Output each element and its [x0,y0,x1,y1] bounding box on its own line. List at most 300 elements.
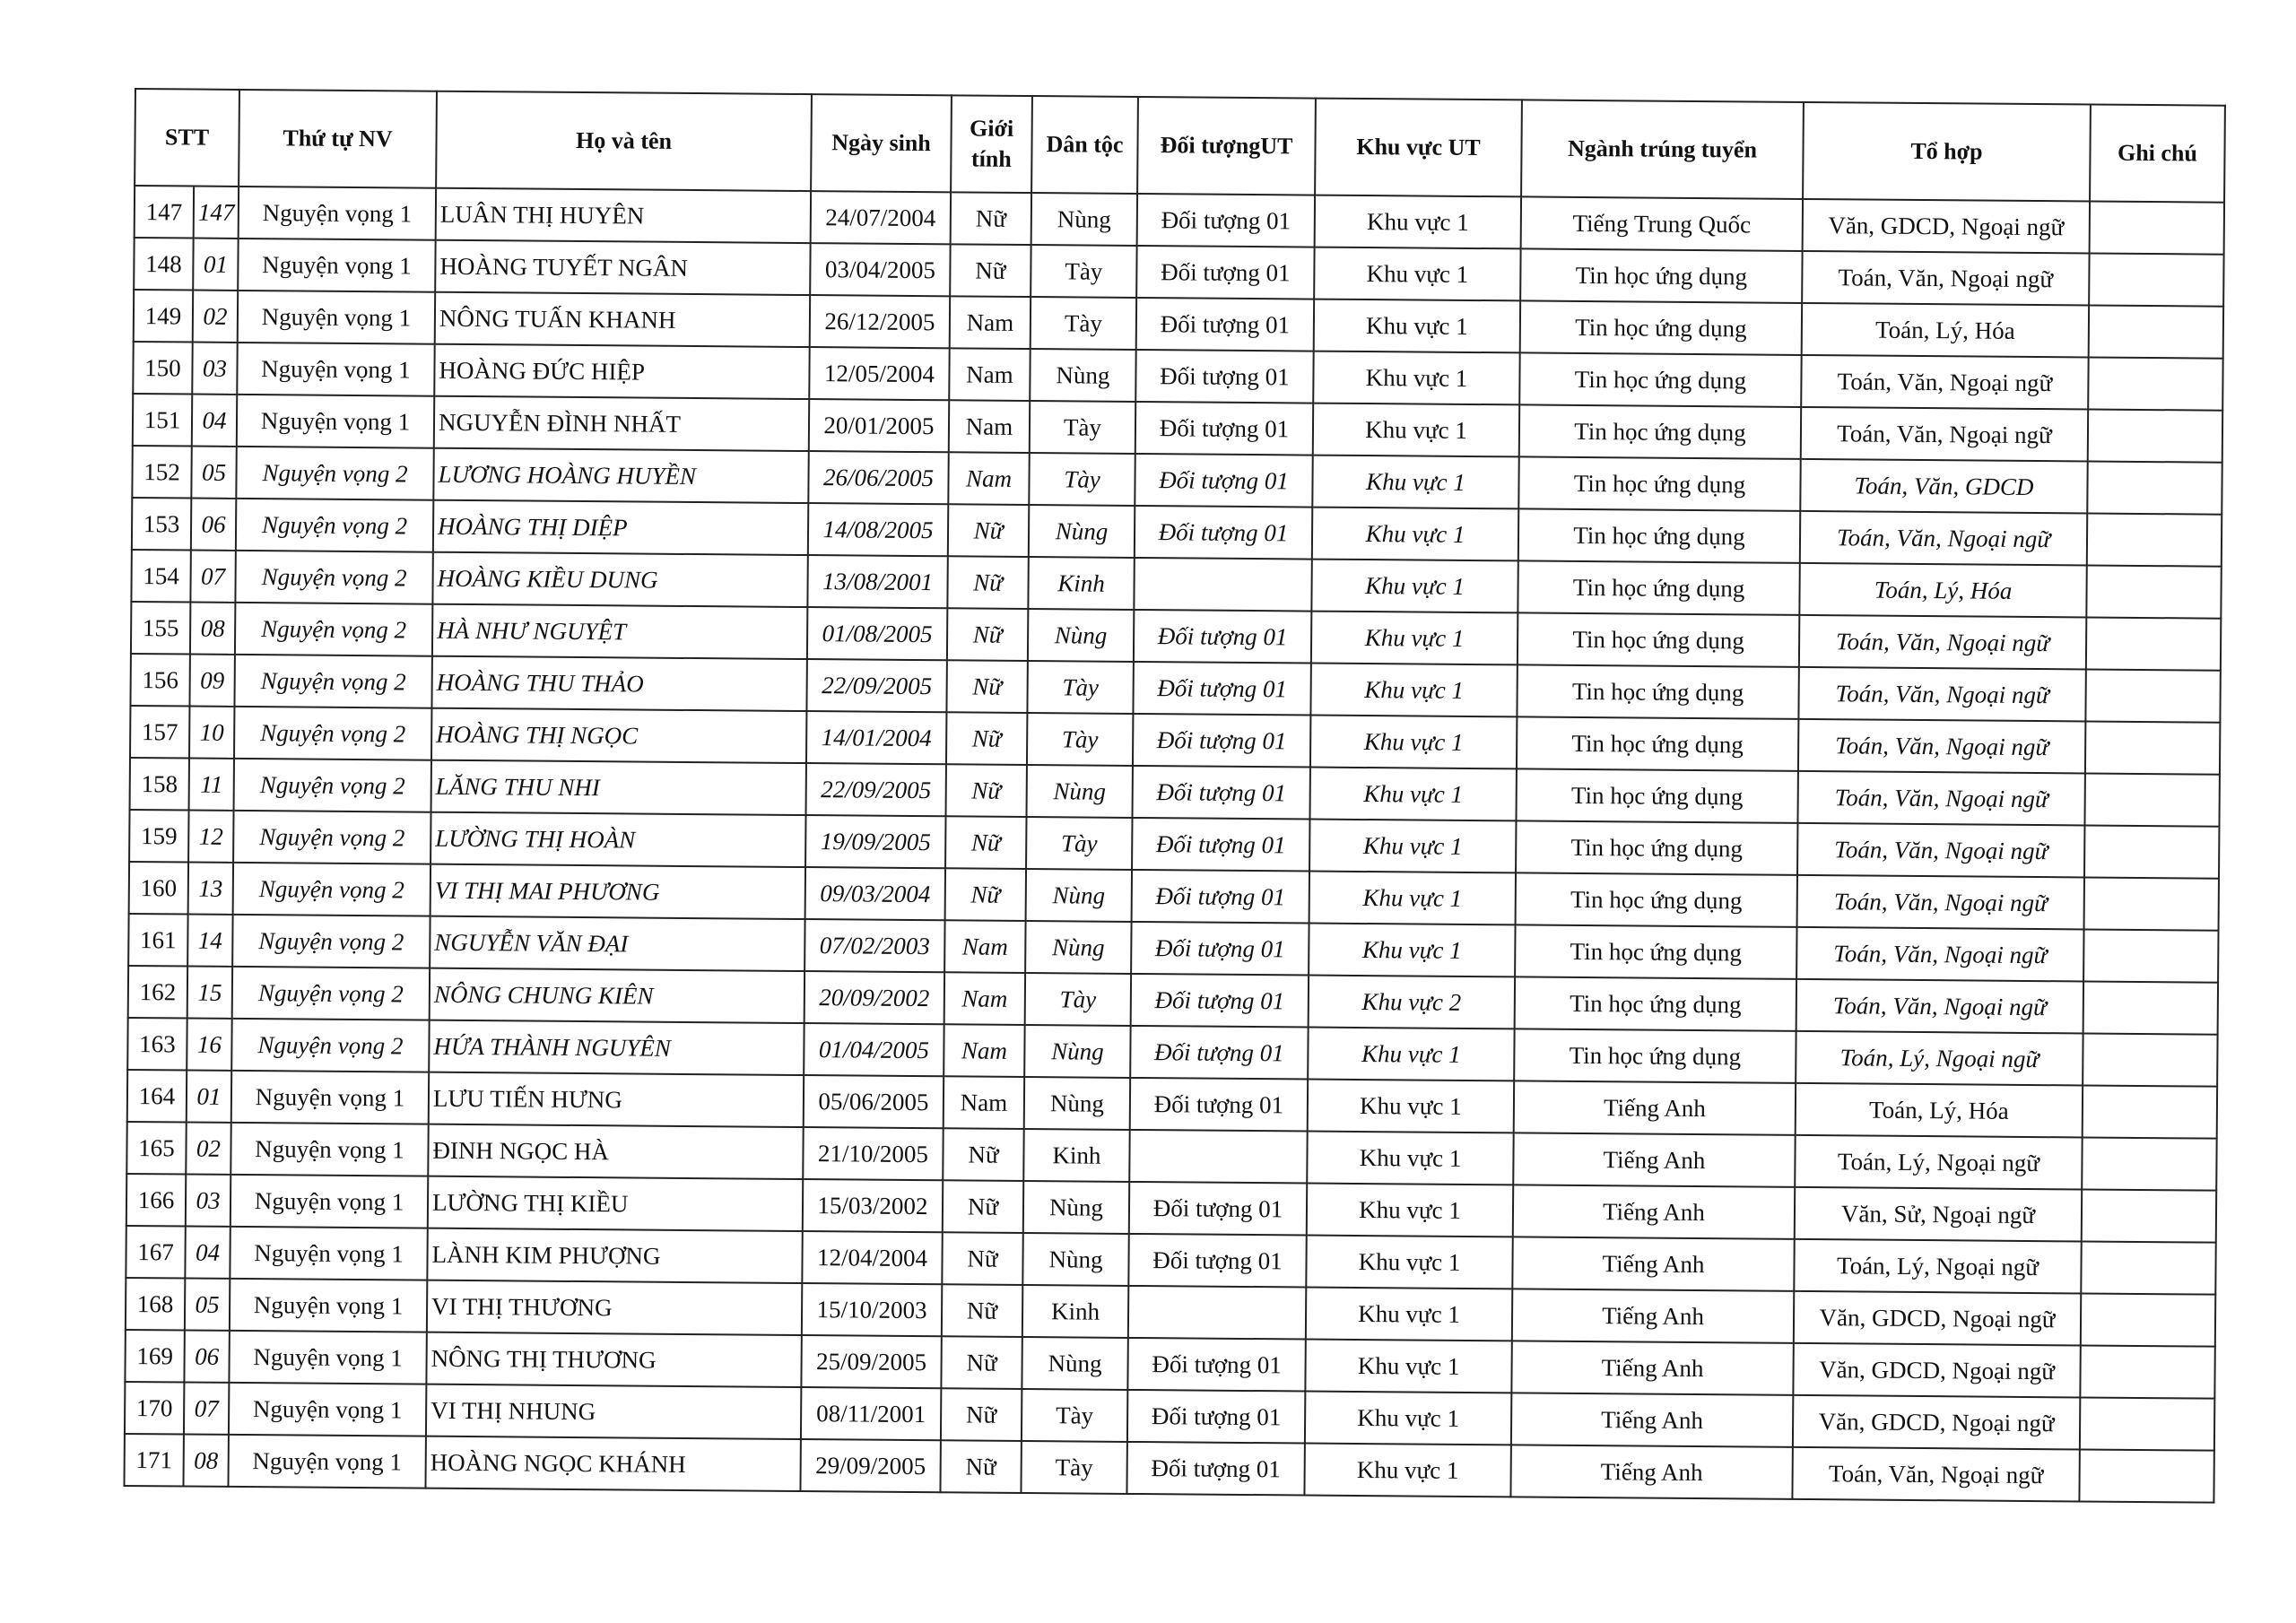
cell-ngay-sinh: 01/04/2005 [804,1023,944,1076]
cell-khu-vuc: Khu vực 1 [1312,508,1518,561]
cell-stt: 158 [130,758,189,811]
cell-dan-toc: Nùng [1029,505,1135,558]
cell-thu-tu-nv: Nguyện vọng 2 [235,603,432,656]
cell-doi-tuong [1128,1286,1306,1340]
cell-stt: 157 [130,706,189,759]
cell-to-hop: Toán, Văn, Ngoại ngữ [1799,615,2086,670]
cell-doi-tuong: Đối tượng 01 [1132,818,1309,872]
cell-dan-toc: Nùng [1028,609,1134,662]
cell-ngay-sinh: 12/04/2004 [802,1231,942,1284]
cell-ho-va-ten: HOÀNG ĐỨC HIỆP [434,344,809,399]
admission-table [123,88,2225,1504]
cell-thu-tu-nv: Nguyện vọng 2 [233,863,430,916]
cell-ho-va-ten: LUÂN THỊ HUYÊN [436,188,811,243]
cell-ngay-sinh: 15/03/2002 [803,1179,943,1232]
table-body [124,186,2224,1503]
cell-thu-tu-nv: Nguyện vọng 1 [228,1435,425,1488]
cell-nganh: Tiếng Anh [1512,1237,1794,1291]
cell-ngay-sinh: 22/09/2005 [806,763,946,816]
cell-doi-tuong: Đối tượng 01 [1135,402,1313,456]
cell-to-hop: Toán, Văn, Ngoại ngữ [1797,875,2084,930]
cell-ho-va-ten: VI THỊ NHUNG [426,1384,801,1439]
cell-ghi-chu [2083,1085,2217,1138]
cell-ghi-chu [2082,1189,2216,1242]
cell-khu-vuc: Khu vực 1 [1314,247,1520,301]
cell-dan-toc: Nùng [1024,1025,1130,1078]
cell-gioi-tinh: Nữ [946,764,1027,817]
cell-doi-tuong: Đối tượng 01 [1127,1338,1305,1392]
cell-to-hop: Toán, Lý, Hóa [1796,1083,2083,1138]
cell-ho-va-ten: VI THỊ THƯƠNG [427,1280,802,1335]
cell-khu-vuc: Khu vực 1 [1308,1080,1514,1133]
cell-sub-number: 09 [189,655,234,707]
cell-stt: 151 [133,394,192,447]
cell-doi-tuong: Đối tượng 01 [1130,1078,1308,1132]
cell-doi-tuong: Đối tượng 01 [1131,922,1309,976]
cell-ho-va-ten: HOÀNG KIỀU DUNG [432,552,807,607]
cell-to-hop: Văn, GDCD, Ngoại ngữ [1794,1291,2081,1346]
cell-ho-va-ten: HOÀNG THU THẢO [431,656,806,711]
cell-stt: 148 [134,238,193,291]
cell-ghi-chu [2081,1293,2215,1346]
cell-khu-vuc: Khu vực 1 [1309,768,1516,821]
cell-khu-vuc: Khu vực 1 [1308,1028,1514,1081]
cell-stt: 149 [134,290,193,343]
cell-to-hop: Toán, Văn, GDCD [1800,459,2087,514]
cell-to-hop: Toán, Văn, Ngoại ngữ [1801,355,2088,410]
cell-thu-tu-nv: Nguyện vọng 2 [233,811,430,864]
cell-sub-number: 08 [183,1434,228,1486]
cell-ho-va-ten: NÔNG THỊ THƯƠNG [426,1332,801,1387]
cell-thu-tu-nv: Nguyện vọng 1 [237,395,434,448]
cell-doi-tuong [1134,558,1311,612]
cell-stt: 155 [131,602,190,655]
cell-dan-toc: Tày [1025,973,1131,1026]
header-gioi-tinh: Giới tính [951,95,1032,193]
cell-doi-tuong: Đối tượng 01 [1135,454,1312,508]
cell-dan-toc: Tày [1027,713,1133,766]
cell-sub-number: 05 [185,1278,230,1330]
table-header-row [135,89,2225,203]
cell-stt: 163 [127,1018,187,1071]
cell-to-hop: Toán, Văn, Ngoại ngữ [1796,927,2083,982]
cell-khu-vuc: Khu vực 1 [1309,924,1515,977]
cell-stt: 167 [126,1226,185,1279]
cell-ho-va-ten: NGUYỄN VĂN ĐẠI [430,916,804,971]
cell-ghi-chu [2089,306,2223,359]
cell-sub-number: 02 [193,291,238,343]
cell-dan-toc: Nùng [1022,1337,1127,1390]
cell-sub-number: 16 [187,1019,231,1071]
cell-stt: 165 [126,1122,186,1175]
cell-nganh: Tiếng Anh [1510,1445,1792,1499]
cell-stt: 150 [133,342,192,395]
cell-nganh: Tin học ứng dụng [1516,872,1797,927]
cell-dan-toc: Tày [1021,1441,1126,1494]
cell-ghi-chu [2080,1397,2214,1450]
cell-dan-toc: Kinh [1028,557,1134,610]
cell-nganh: Tin học ứng dụng [1515,924,1796,979]
cell-thu-tu-nv: Nguyện vọng 1 [229,1383,426,1436]
cell-gioi-tinh: Nữ [946,712,1027,765]
cell-sub-number: 07 [190,551,235,603]
cell-khu-vuc: Khu vực 1 [1306,1288,1512,1341]
cell-khu-vuc: Khu vực 1 [1309,872,1516,925]
cell-ngay-sinh: 29/09/2005 [800,1439,940,1492]
cell-nganh: Tin học ứng dụng [1517,664,1798,719]
cell-nganh: Tin học ứng dụng [1516,768,1797,823]
cell-thu-tu-nv: Nguyện vọng 2 [234,707,431,760]
cell-gioi-tinh: Nữ [947,556,1028,609]
cell-gioi-tinh: Nữ [948,504,1029,557]
cell-khu-vuc: Khu vực 1 [1310,716,1517,769]
cell-stt: 168 [126,1278,185,1331]
cell-to-hop: Toán, Lý, Hóa [1799,563,2086,618]
cell-ho-va-ten: HOÀNG THỊ NGỌC [431,708,806,763]
cell-gioi-tinh: Nam [948,452,1029,505]
cell-nganh: Tin học ứng dụng [1518,456,1800,511]
cell-doi-tuong [1129,1130,1307,1184]
cell-nganh: Tiếng Anh [1514,1081,1796,1135]
cell-nganh: Tiếng Anh [1513,1133,1795,1187]
header-nganh: Ngành trúng tuyển [1521,100,1804,199]
cell-ngay-sinh: 20/09/2002 [804,971,944,1024]
cell-stt: 152 [132,446,191,499]
cell-khu-vuc: Khu vực 1 [1305,1340,1511,1393]
cell-dan-toc: Nùng [1025,921,1131,974]
cell-dan-toc: Tày [1027,661,1133,714]
cell-ngay-sinh: 22/09/2005 [806,659,946,712]
cell-stt: 169 [125,1330,184,1383]
cell-khu-vuc: Khu vực 1 [1307,1184,1513,1237]
cell-khu-vuc: Khu vực 1 [1314,299,1520,353]
cell-thu-tu-nv: Nguyện vọng 1 [239,187,436,240]
cell-gioi-tinh: Nữ [947,608,1028,661]
cell-thu-tu-nv: Nguyện vọng 1 [238,239,435,292]
cell-khu-vuc: Khu vực 1 [1311,560,1518,613]
cell-thu-tu-nv: Nguyện vọng 1 [229,1331,426,1384]
cell-thu-tu-nv: Nguyện vọng 2 [232,967,430,1020]
cell-nganh: Tin học ứng dụng [1514,1028,1796,1083]
header-ho-va-ten: Họ và tên [436,91,812,191]
cell-khu-vuc: Khu vực 1 [1310,664,1517,717]
cell-ho-va-ten: HOÀNG TUYẾT NGÂN [435,240,810,295]
cell-gioi-tinh: Nữ [946,660,1027,713]
cell-thu-tu-nv: Nguyện vọng 1 [237,343,434,396]
cell-sub-number: 02 [186,1123,230,1175]
cell-stt: 166 [126,1174,186,1227]
cell-gioi-tinh: Nữ [941,1388,1022,1441]
cell-ho-va-ten: HOÀNG THỊ DIỆP [433,500,808,555]
cell-ghi-chu [2081,1241,2215,1294]
cell-dan-toc: Nùng [1022,1233,1128,1286]
cell-sub-number: 04 [192,395,237,447]
cell-ngay-sinh: 15/10/2003 [802,1283,942,1336]
cell-khu-vuc: Khu vực 1 [1309,820,1516,873]
cell-thu-tu-nv: Nguyện vọng 2 [236,447,433,500]
cell-to-hop: Toán, Lý, Hóa [1802,303,2089,358]
cell-gioi-tinh: Nữ [950,244,1031,297]
cell-khu-vuc: Khu vực 1 [1311,612,1518,665]
cell-gioi-tinh: Nữ [942,1284,1022,1337]
cell-gioi-tinh: Nam [944,972,1025,1025]
cell-dan-toc: Nùng [1024,1077,1130,1130]
cell-to-hop: Văn, GDCD, Ngoại ngữ [1793,1395,2080,1450]
header-dan-toc: Dân tộc [1031,96,1138,194]
cell-nganh: Tin học ứng dụng [1517,716,1798,771]
cell-to-hop: Toán, Văn, Ngoại ngữ [1797,771,2084,826]
cell-doi-tuong: Đối tượng 01 [1135,350,1313,404]
cell-thu-tu-nv: Nguyện vọng 2 [232,915,430,968]
cell-doi-tuong: Đối tượng 01 [1133,662,1310,716]
cell-ghi-chu [2084,825,2219,878]
cell-ghi-chu [2084,773,2219,826]
cell-doi-tuong: Đối tượng 01 [1130,1026,1308,1080]
cell-nganh: Tiếng Trung Quốc [1521,196,1803,251]
cell-gioi-tinh: Nam [949,400,1030,453]
cell-to-hop: Toán, Văn, Ngoại ngữ [1798,667,2085,722]
cell-doi-tuong: Đối tượng 01 [1129,1182,1307,1236]
cell-nganh: Tin học ứng dụng [1520,248,1802,303]
cell-sub-number: 06 [184,1330,229,1382]
cell-dan-toc: Kinh [1023,1129,1129,1182]
cell-doi-tuong: Đối tượng 01 [1135,506,1312,560]
cell-nganh: Tin học ứng dụng [1520,300,1802,355]
cell-sub-number: 05 [191,447,236,499]
cell-ho-va-ten: HOÀNG NGỌC KHÁNH [425,1436,800,1491]
cell-thu-tu-nv: Nguyện vọng 2 [234,655,431,708]
cell-gioi-tinh: Nữ [941,1336,1022,1389]
cell-thu-tu-nv: Nguyện vọng 1 [230,1175,428,1228]
cell-ghi-chu [2080,1345,2214,1398]
cell-stt: 153 [132,498,191,551]
cell-to-hop: Văn, GDCD, Ngoại ngữ [1793,1343,2080,1398]
cell-sub-number: 10 [189,707,234,759]
cell-ngay-sinh: 14/08/2005 [808,503,948,556]
cell-nganh: Tin học ứng dụng [1516,820,1797,875]
cell-to-hop: Toán, Văn, Ngoại ngữ [1800,511,2087,566]
cell-gioi-tinh: Nam [950,296,1031,349]
cell-nganh: Tiếng Anh [1512,1289,1794,1343]
cell-to-hop: Toán, Văn, Ngoại ngữ [1801,407,2088,462]
cell-dan-toc: Kinh [1022,1285,1128,1338]
cell-to-hop: Toán, Văn, Ngoại ngữ [1796,979,2083,1034]
cell-to-hop: Toán, Văn, Ngoại ngữ [1797,823,2084,878]
cell-ngay-sinh: 01/08/2005 [807,607,947,660]
cell-khu-vuc: Khu vực 1 [1313,352,1519,405]
cell-dan-toc: Tày [1029,453,1135,506]
cell-stt: 156 [130,654,189,707]
header-stt: STT [135,89,239,187]
cell-nganh: Tin học ứng dụng [1515,976,1796,1031]
cell-ngay-sinh: 26/06/2005 [808,451,948,504]
cell-sub-number: 01 [187,1071,231,1123]
cell-ngay-sinh: 13/08/2001 [807,555,947,608]
cell-gioi-tinh: Nam [944,1024,1024,1077]
cell-dan-toc: Tày [1031,297,1136,350]
cell-doi-tuong: Đối tượng 01 [1126,1442,1304,1496]
cell-khu-vuc: Khu vực 1 [1304,1444,1510,1497]
cell-thu-tu-nv: Nguyện vọng 1 [230,1227,427,1280]
cell-to-hop: Toán, Văn, Ngoại ngữ [1798,719,2085,774]
cell-khu-vuc: Khu vực 1 [1307,1132,1513,1185]
cell-dan-toc: Nùng [1026,869,1132,922]
cell-dan-toc: Tày [1031,245,1136,298]
cell-khu-vuc: Khu vực 1 [1305,1392,1511,1445]
cell-gioi-tinh: Nam [944,1076,1024,1129]
cell-gioi-tinh: Nữ [943,1128,1023,1181]
cell-ghi-chu [2086,617,2221,670]
cell-doi-tuong: Đối tượng 01 [1136,298,1314,352]
cell-ho-va-ten: NÔNG TUẤN KHANH [435,292,810,347]
cell-dan-toc: Nùng [1030,349,1135,402]
cell-ghi-chu [2079,1449,2213,1502]
cell-ngay-sinh: 05/06/2005 [804,1075,944,1128]
cell-thu-tu-nv: Nguyện vọng 1 [230,1279,427,1332]
cell-ghi-chu [2085,721,2220,774]
cell-sub-number: 12 [188,811,233,863]
cell-thu-tu-nv: Nguyện vọng 2 [231,1019,429,1072]
cell-to-hop: Văn, Sử, Ngoại ngữ [1795,1187,2082,1242]
cell-sub-number: 01 [193,239,238,291]
cell-stt: 160 [129,862,188,915]
cell-doi-tuong: Đối tượng 01 [1136,246,1314,299]
cell-ngay-sinh: 19/09/2005 [805,815,945,868]
cell-sub-number: 147 [194,187,239,239]
cell-ghi-chu [2089,254,2223,307]
cell-ghi-chu [2086,565,2221,618]
cell-doi-tuong: Đối tượng 01 [1131,974,1309,1028]
cell-ho-va-ten: HỨA THÀNH NGUYÊN [429,1020,804,1075]
cell-thu-tu-nv: Nguyện vọng 1 [230,1123,428,1176]
cell-sub-number: 06 [191,499,236,551]
cell-khu-vuc: Khu vực 1 [1306,1236,1512,1289]
cell-ho-va-ten: VI THỊ MAI PHƯƠNG [430,864,805,919]
cell-khu-vuc: Khu vực 1 [1313,404,1519,457]
cell-stt: 170 [125,1382,184,1435]
cell-gioi-tinh: Nữ [942,1232,1022,1285]
cell-stt: 161 [128,914,187,967]
cell-thu-tu-nv: Nguyện vọng 1 [238,291,435,344]
cell-dan-toc: Tày [1022,1389,1127,1442]
cell-khu-vuc: Khu vực 1 [1312,456,1518,509]
cell-ghi-chu [2087,461,2222,514]
cell-dan-toc: Tày [1030,401,1135,454]
cell-stt: 162 [128,966,187,1019]
cell-doi-tuong: Đối tượng 01 [1134,610,1311,664]
cell-nganh: Tin học ứng dụng [1519,352,1801,407]
cell-ngay-sinh: 14/01/2004 [806,711,946,764]
cell-doi-tuong: Đối tượng 01 [1137,194,1315,247]
cell-gioi-tinh: Nữ [945,868,1026,921]
cell-ghi-chu [2083,981,2218,1034]
cell-nganh: Tin học ứng dụng [1519,404,1801,459]
cell-dan-toc: Nùng [1023,1181,1129,1234]
header-doi-tuong: Đối tượngUT [1137,97,1316,195]
cell-ho-va-ten: LƯƠNG HOÀNG HUYỀN [433,448,808,503]
cell-to-hop: Toán, Lý, Ngoại ngữ [1796,1031,2083,1086]
cell-nganh: Tin học ứng dụng [1518,508,1800,563]
cell-gioi-tinh: Nam [944,920,1025,973]
cell-sub-number: 11 [189,759,234,811]
cell-ngay-sinh: 26/12/2005 [810,295,950,348]
header-thu-tu-nv: Thứ tự NV [239,90,437,188]
cell-doi-tuong: Đối tượng 01 [1128,1234,1306,1288]
cell-doi-tuong: Đối tượng 01 [1133,766,1310,820]
cell-ho-va-ten: HÀ NHƯ NGUYỆT [432,604,807,659]
cell-to-hop: Toán, Văn, Ngoại ngữ [1802,251,2089,306]
cell-ho-va-ten: LĂNG THU NHI [431,760,806,815]
cell-stt: 159 [129,810,188,863]
cell-ghi-chu [2085,669,2220,722]
cell-to-hop: Toán, Lý, Ngoại ngữ [1795,1135,2082,1190]
cell-ngay-sinh: 24/07/2004 [811,191,951,244]
cell-nganh: Tin học ứng dụng [1518,560,1799,615]
cell-ho-va-ten: LÀNH KIM PHƯỢNG [427,1228,802,1283]
cell-doi-tuong: Đối tượng 01 [1132,870,1309,924]
cell-stt: 171 [124,1434,183,1487]
cell-stt: 154 [131,550,190,603]
cell-thu-tu-nv: Nguyện vọng 2 [235,551,432,604]
cell-nganh: Tiếng Anh [1511,1341,1793,1395]
cell-ngay-sinh: 08/11/2001 [801,1387,941,1440]
cell-ho-va-ten: NGUYỄN ĐÌNH NHẤT [434,396,809,451]
cell-to-hop: Toán, Lý, Ngoại ngữ [1794,1239,2081,1294]
cell-ghi-chu [2090,202,2224,255]
header-ghi-chu: Ghi chú [2090,105,2225,203]
cell-nganh: Tin học ứng dụng [1518,612,1799,667]
cell-sub-number: 14 [187,915,232,967]
cell-stt: 147 [135,186,194,239]
cell-ngay-sinh: 09/03/2004 [805,867,945,920]
cell-gioi-tinh: Nữ [945,816,1026,869]
cell-stt: 164 [127,1070,187,1123]
cell-ho-va-ten: NÔNG CHUNG KIÊN [430,968,804,1023]
cell-dan-toc: Nùng [1031,193,1137,246]
header-khu-vuc: Khu vực UT [1315,99,1522,197]
cell-sub-number: 07 [184,1382,229,1434]
cell-ho-va-ten: LƯỜNG THỊ HOÀN [430,812,805,867]
cell-sub-number: 03 [192,343,237,395]
cell-gioi-tinh: Nam [949,348,1030,401]
cell-ngay-sinh: 21/10/2005 [803,1127,943,1180]
cell-ngay-sinh: 25/09/2005 [801,1335,941,1388]
cell-doi-tuong: Đối tượng 01 [1127,1390,1305,1444]
cell-ghi-chu [2084,877,2219,930]
cell-ghi-chu [2083,1033,2217,1086]
cell-ghi-chu [2088,409,2222,462]
cell-ghi-chu [2088,358,2222,411]
cell-ho-va-ten: ĐINH NGỌC HÀ [428,1124,803,1179]
cell-dan-toc: Tày [1026,817,1132,870]
cell-ghi-chu [2082,1137,2216,1190]
cell-sub-number: 08 [190,603,235,655]
cell-dan-toc: Nùng [1027,765,1133,818]
cell-ghi-chu [2087,513,2222,566]
cell-khu-vuc: Khu vực 1 [1315,195,1521,249]
cell-ho-va-ten: LƯỜNG THỊ KIỀU [428,1176,803,1231]
cell-gioi-tinh: Nữ [943,1180,1023,1233]
cell-to-hop: Văn, GDCD, Ngoại ngữ [1803,199,2090,254]
cell-ngay-sinh: 20/01/2005 [809,399,949,452]
cell-ho-va-ten: LƯU TIẾN HƯNG [429,1072,804,1127]
cell-thu-tu-nv: Nguyện vọng 2 [236,499,433,552]
header-to-hop: Tổ hợp [1803,102,2091,202]
cell-sub-number: 04 [185,1226,230,1278]
cell-sub-number: 15 [187,967,232,1019]
header-ngay-sinh: Ngày sinh [811,94,952,192]
cell-ngay-sinh: 12/05/2004 [809,347,949,400]
